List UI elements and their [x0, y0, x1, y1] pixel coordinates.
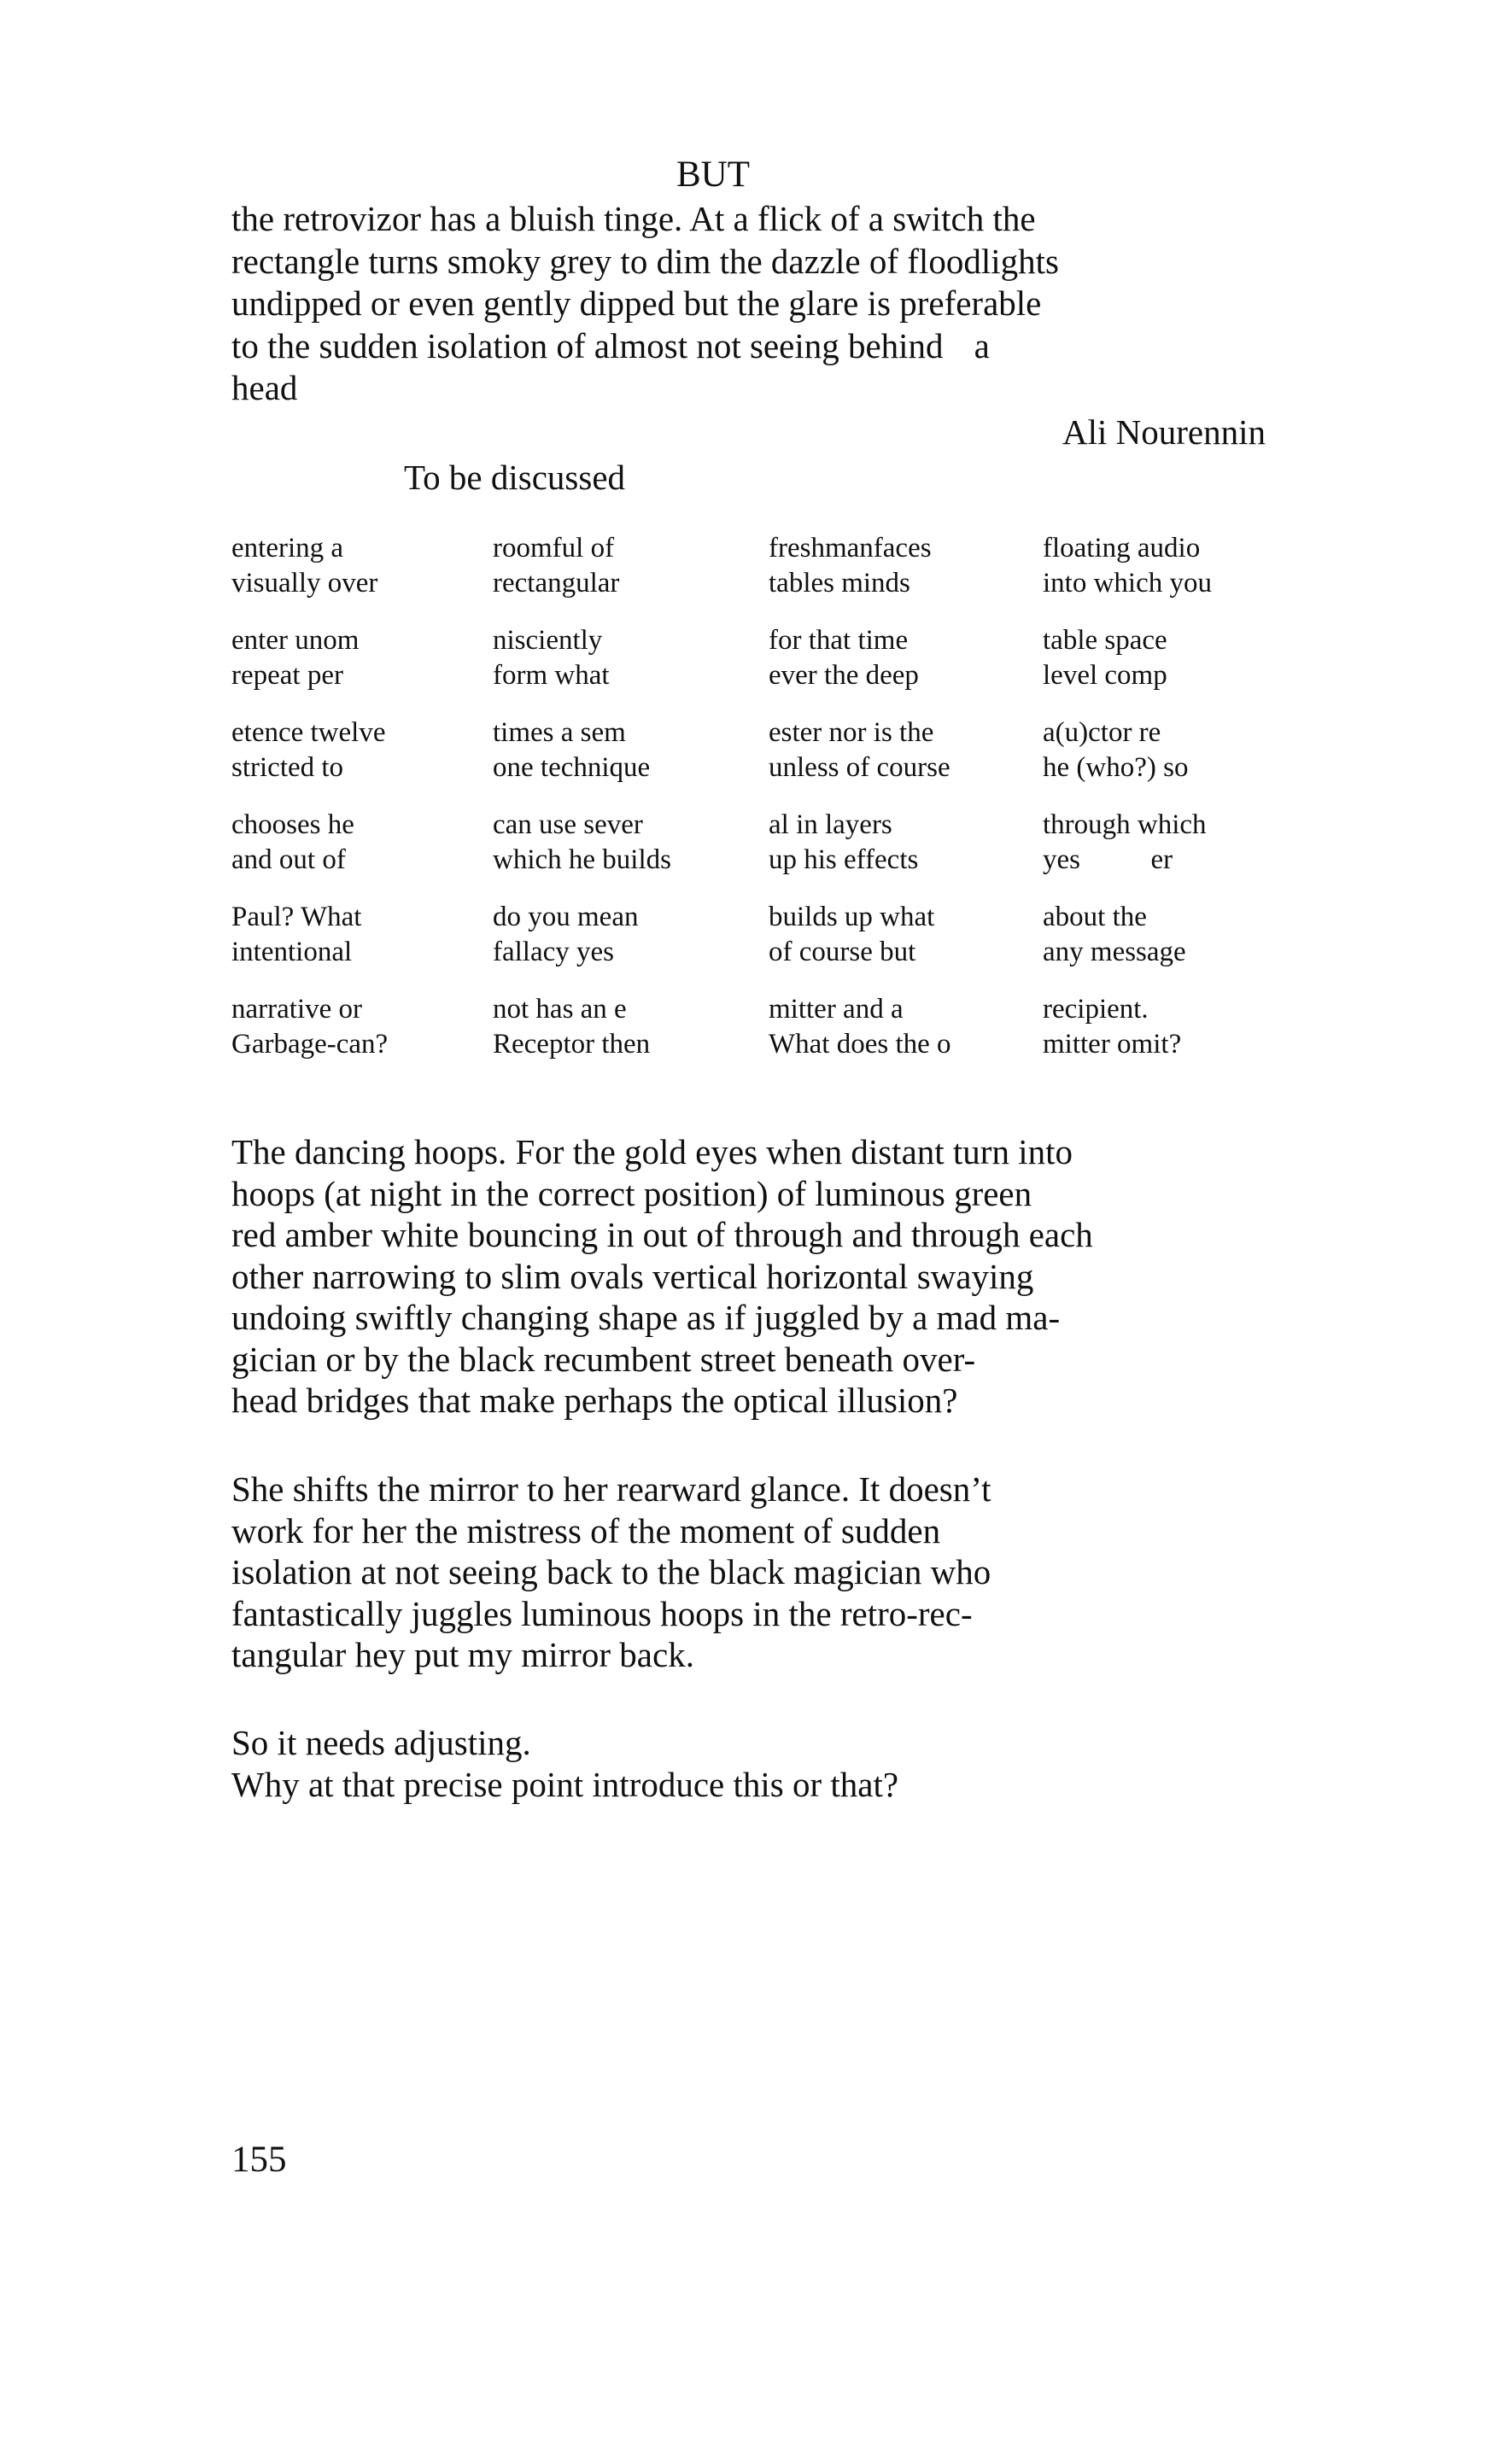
cell-line: level comp	[1043, 660, 1167, 691]
grid-row	[231, 808, 1290, 900]
cell-line: nisciently	[493, 625, 603, 656]
paragraph-dancing-hoops	[231, 1131, 1239, 1422]
cell-line: up his effects	[769, 844, 919, 875]
grid-cell	[493, 715, 650, 785]
text-line: Why at that precise point introduce this or that?	[231, 1764, 899, 1804]
cell-line: builds up what	[769, 902, 935, 932]
text-line: tangular hey put my mirror back.	[231, 1635, 694, 1674]
cell-line: ever the deep	[769, 660, 919, 691]
text-line: hoops (at night in the correct position) of luminous green	[231, 1173, 1032, 1213]
text-fragment: to the sudden isolation of almost not seeing behind	[231, 325, 944, 365]
cell-line: do you mean	[493, 902, 639, 932]
grid-cell	[493, 808, 671, 878]
text-line: undipped or even gently dipped but the glare is preferable	[231, 283, 1042, 323]
cell-line: stricted to	[231, 752, 344, 783]
grid-cell	[1043, 992, 1181, 1062]
text-line: isolation at not seeing back to the black magician who	[231, 1552, 991, 1591]
cell-line: mitter omit?	[1043, 1029, 1182, 1060]
cell-line: entering a	[231, 533, 344, 563]
text-line: the retrovizor has a bluish tinge. At a flick of a switch the	[231, 199, 1036, 238]
cell-line: etence twelve	[231, 717, 386, 748]
text-line: So it needs adjusting.	[231, 1723, 531, 1762]
text-line: The dancing hoops. For the gold eyes when distant turn into	[231, 1132, 1073, 1171]
grid-row	[231, 623, 1290, 715]
grid-cell	[769, 623, 919, 693]
text-line: She shifts the mirror to her rearward glance. It doesn’t	[231, 1469, 991, 1509]
cell-line: yes er	[1043, 844, 1173, 875]
section-title: To be discussed	[404, 458, 626, 497]
grid-cell	[493, 900, 638, 970]
cell-line: about the	[1043, 902, 1147, 932]
cell-line: What does the o	[769, 1029, 951, 1060]
text-line: other narrowing to slim ovals vertical horizontal swaying	[231, 1256, 1034, 1296]
cell-line: recipient.	[1043, 994, 1149, 1025]
cell-line: chooses he	[231, 809, 354, 840]
cell-line: for that time	[769, 625, 909, 656]
cell-line: rectangular	[493, 568, 620, 598]
text-line: fantastically juggles luminous hoops in the retro-rec-	[231, 1593, 973, 1633]
paragraph-mirror	[231, 1468, 1239, 1676]
grid-row	[231, 900, 1290, 992]
cell-line: floating audio	[1043, 533, 1201, 563]
text-line: red amber white bouncing in out of through and through each	[231, 1215, 1093, 1254]
page-number: 155	[231, 2140, 287, 2180]
text-line: undoing swiftly changing shape as if juggled by a mad ma-	[231, 1298, 1061, 1337]
cell-line: of course but	[769, 937, 916, 967]
cell-line: unless of course	[769, 752, 950, 783]
cell-line: Receptor then	[493, 1029, 651, 1060]
text-line: head bridges that make perhaps the optical illusion?	[231, 1381, 958, 1420]
trailing-word: a	[974, 325, 990, 365]
grid-cell	[231, 623, 359, 693]
cell-line: not has an e	[493, 994, 627, 1025]
cell-line: tables minds	[769, 568, 910, 598]
cell-line: he (who?) so	[1043, 752, 1189, 783]
grid-cell	[769, 531, 932, 601]
grid-cell	[231, 992, 388, 1062]
text-line: rectangle turns smoky grey to dim the dazzle of floodlights	[231, 241, 1059, 281]
cell-line: visually over	[231, 568, 378, 598]
paragraph-adjusting	[231, 1722, 1239, 1805]
cell-line: mitter and a	[769, 994, 904, 1025]
cell-line: enter unom	[231, 625, 360, 656]
grid-cell	[769, 808, 918, 878]
cell-line: repeat per	[231, 660, 343, 691]
grid-cell	[493, 623, 610, 693]
cell-line: form what	[493, 660, 610, 691]
grid-cell	[231, 900, 361, 970]
cell-line: into which you	[1043, 568, 1212, 598]
grid-cell	[1043, 715, 1188, 785]
cell-line: fallacy yes	[493, 937, 615, 967]
grid-cell	[769, 715, 950, 785]
grid-cell	[1043, 623, 1167, 693]
text-line	[231, 325, 1188, 368]
author-name: Ali Nourennin	[1062, 412, 1266, 452]
intro-paragraph	[231, 198, 1188, 410]
cell-line: any message	[1043, 937, 1186, 967]
text-line: work for her the mistress of the moment of sudden	[231, 1510, 941, 1550]
grid-cell	[231, 715, 385, 785]
grid-cell	[493, 992, 650, 1062]
grid-row	[231, 992, 1290, 1084]
cell-line: Paul? What	[231, 902, 362, 932]
cell-line: narrative or	[231, 994, 362, 1025]
cell-line: freshmanfaces	[769, 533, 932, 563]
grid-row	[231, 715, 1290, 808]
page-heading: BUT	[676, 155, 750, 195]
grid-cell	[1043, 900, 1186, 970]
cell-line: and out of	[231, 844, 346, 875]
grid-cell	[231, 531, 377, 601]
cell-line: can use sever	[493, 809, 643, 840]
cell-line: Garbage-can?	[231, 1029, 389, 1060]
cell-line: intentional	[231, 937, 353, 967]
cell-line: table space	[1043, 625, 1167, 656]
grid-cell	[231, 808, 354, 878]
text-grid	[231, 531, 1290, 1084]
cell-line: through which	[1043, 809, 1207, 840]
grid-cell	[1043, 808, 1207, 878]
grid-cell	[1043, 531, 1212, 601]
cell-line: ester nor is the	[769, 717, 934, 748]
text-line: gician or by the black recumbent street beneath over-	[231, 1339, 976, 1379]
grid-row	[231, 531, 1290, 623]
cell-line: a(u)ctor re	[1043, 717, 1161, 748]
grid-cell	[769, 900, 934, 970]
grid-cell	[493, 531, 619, 601]
text-line: head	[231, 368, 298, 407]
cell-line: one technique	[493, 752, 651, 783]
cell-line: al in layers	[769, 809, 892, 840]
grid-cell	[769, 992, 951, 1062]
cell-line: which he builds	[493, 844, 671, 875]
cell-line: roomful of	[493, 533, 615, 563]
cell-line: times a sem	[493, 717, 626, 748]
